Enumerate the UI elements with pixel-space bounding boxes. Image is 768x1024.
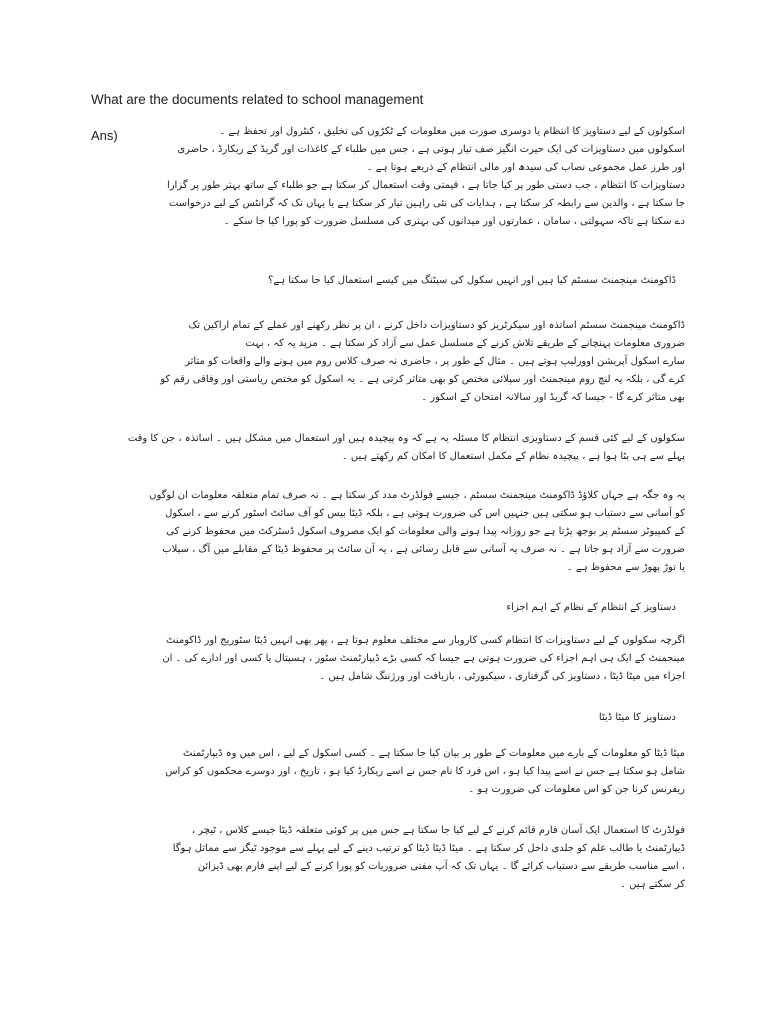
paragraph-line: سکولوں کے لیے کئی قسم کے دستاویزی انتظام کا مسئلہ یہ ہے کہ وہ پیچیدہ ہیں اور استعمال میں مشکل ہیں ۔ اساتذہ ، جن کا وقت (127, 433, 685, 444)
paragraph-line: یا توڑ پھوڑ سے محفوظ ہے ۔ (566, 562, 685, 573)
paragraph-line: اور طرز عمل مجموعی نصاب کی سیدھ اور مالی انتظام کے ذریعے ہوتا ہے ۔ (366, 162, 685, 173)
paragraph-line: میٹا ڈیٹا کو معلومات کے بارے میں معلومات کے طور پر بیان کیا جا سکتا ہے ۔ کسی اسکول کے لیے ، اس میں وہ ڈیپارٹمنٹ (183, 748, 685, 759)
answer-label: Ans) (91, 128, 118, 143)
paragraph-line: ضروری معلومات پہنچانے کے طریقے تلاش کرنے کے مسلسل عمل سے آزاد کر سکتا ہے ۔ مزید یہ کہ ، بہت (245, 338, 685, 349)
paragraph (85, 822, 685, 894)
paragraph-line: ، اسے مناسب طریقے سے دستیاب کرائے گا ۔ یہاں تک کہ آپ مفتی ضروریات کو پورا کرنے کے لیے اپنے فارم بھی ڈیزائن (197, 861, 685, 872)
paragraph-line: اجزاء میں میٹا ڈیٹا ، دستاویز کی گرفتاری ، سیکیورٹی ، بازیافت اور ورژننگ شامل ہیں ۔ (319, 671, 685, 682)
document-title: What are the documents related to school management (91, 92, 424, 107)
paragraph-line: دے سکتا ہے تاکہ سہولتی ، سامان ، عمارتوں اور میدانوں کی بہتری کی مسلسل ضرورت کو پورا کیا جا سکے ۔ (223, 216, 685, 227)
paragraph (85, 177, 685, 231)
section-heading: ڈاکومنٹ مینجمنٹ سسٹم کیا ہیں اور انہیں سکول کی سیٹنگ میں کیسے استعمال کیا جا سکتا ہے؟ (268, 275, 676, 286)
paragraph (85, 430, 685, 466)
paragraph-line: شامل ہو سکتا ہے جس نے اسے پیدا کیا ہو ، اس فرد کا نام جس نے اسے ریکارڈ کیا ہو ، تاریخ ، اور دوسرے محکموں کو کراس (165, 766, 685, 777)
paragraph-line: دستاویزات کا انتظام ، جب دستی طور پر کیا جاتا ہے ، قیمتی وقت استعمال کر سکتا ہے جو طلباء کے ساتھ بہتر طور پر گزارا (166, 180, 685, 191)
paragraph-line: ضرورت سے آزاد ہو جاتا ہے ۔ نہ صرف یہ آسانی سے قابل رسائی ہے ، یہ آن سائٹ پر محفوظ ڈیٹا کے مقابلے میں آگ ، سیلاب (162, 544, 685, 555)
paragraph-line: کر سکتے ہیں ۔ (620, 879, 685, 890)
paragraph (85, 123, 685, 177)
paragraph-line: اسکولوں کے لیے دستاویز کا انتظام یا دوسری صورت میں معلومات کے ٹکڑوں کی تخلیق ، کنٹرول اور تحفظ ہے ۔ (219, 126, 685, 137)
paragraph-line: کے کمپیوٹر سسٹم پر بوجھ پڑتا ہے جو روزانہ پیدا ہونے والی معلومات کو ایک مصروف اسکول ڈسٹرکٹ میں محفوظ کرنے کی (166, 526, 685, 537)
paragraph-line: اسکولوں میں دستاویزات کی ایک حیرت انگیز صف تیار ہوتی ہے ، جس میں طلباء کے کاغذات اور گریڈ کے ریکارڈ ، حاضری (177, 144, 685, 155)
paragraph-line: بھی متاثر کرے گا - جیسا کہ گریڈ اور سالانہ امتحان کے اسکور ۔ (421, 392, 685, 403)
section-heading: دستاویز کے انتظام کے نظام کے اہم اجزاء (506, 602, 676, 613)
paragraph-line: سارے اسکول آپریشن اوورلیپ ہوتے ہیں ۔ مثال کے طور پر ، حاضری نہ صرف کلاس روم میں ہونے والے واقعات کو متاثر (185, 356, 685, 367)
paragraph-line: پہلے سے ہی بٹا ہوا ہے ، پیچیدہ نظام کے مکمل استعمال کا امکان کم رکھتے ہیں ۔ (341, 451, 685, 462)
paragraph-line: مینجمنٹ کے ایک ہی اہم اجزاء کی ضرورت ہوتی ہے جیسا کہ کسی بڑے ڈیپارٹمنٹ سٹور ، ہسپتال یا کسی اور ادارے کی ۔ ان (162, 653, 685, 664)
paragraph (85, 632, 685, 686)
paragraph-line: کرے گی ، بلکہ یہ لنچ روم مینجمنٹ اور سپلائی مختص کو بھی متاثر کرتی ہے ۔ یہ اسکول کو مختص ریاستی اور وفاقی رقم کو (160, 374, 685, 385)
paragraph-line: اگرچہ سکولوں کے لیے دستاویزات کا انتظام کسی کاروبار سے مختلف معلوم ہوتا ہے ، پھر بھی انہیں ڈیٹا سٹوریج اور ڈاکومنٹ (166, 635, 685, 646)
paragraph-line: ڈاکومنٹ مینجمنٹ سسٹم اساتذہ اور سیکرٹریز کو دستاویزات داخل کرنے ، ان پر نظر رکھنے اور عملے کے تمام اراکین تک (188, 320, 685, 331)
paragraph-line: یہ وہ جگہ ہے جہاں کلاؤڈ ڈاکومنٹ مینجمنٹ سسٹم ، جیسے فولڈرٹ مدد کر سکتا ہے ۔ نہ صرف تمام متعلقہ معلومات ان لوگوں (149, 490, 685, 501)
section-heading: دستاویز کا میٹا ڈیٹا (598, 712, 676, 723)
paragraph (85, 487, 685, 577)
paragraph-line: فولڈرٹ کا استعمال ایک آسان فارم قائم کرنے کے لیے کیا جا سکتا ہے جس میں پر کوئی متعلقہ ڈیٹا جیسے کلاس ، ٹیچر ، (191, 825, 685, 836)
paragraph-line: جا سکتا ہے ، والدین سے رابطہ کر سکتا ہے ، ہدایات کی نئی راہیں تیار کر سکتا ہے یا یہاں تک کہ گرانٹس کے لیے درخواست (168, 198, 685, 209)
paragraph (85, 317, 685, 407)
paragraph-line: ڈیپارٹمنٹ یا طالب علم کو جلدی داخل کر سکتا ہے ۔ میٹا ڈیٹا ڈیٹا کو ترتیب دینے کے لیے پہلے سے موجود ٹیگز سے مماثل ہوگا (172, 843, 685, 854)
paragraph-line: کو آسانی سے دستیاب ہو سکتی ہیں جنہیں اس کی ضرورت ہوتی ہے ، بلکہ ڈیٹا بیس کو آف سائٹ اسٹور کرنے سے ، اسکول (165, 508, 685, 519)
paragraph-line: ریفرنس کرنا جن کو اس معلومات کی ضرورت ہو ۔ (468, 784, 685, 795)
paragraph (85, 745, 685, 799)
